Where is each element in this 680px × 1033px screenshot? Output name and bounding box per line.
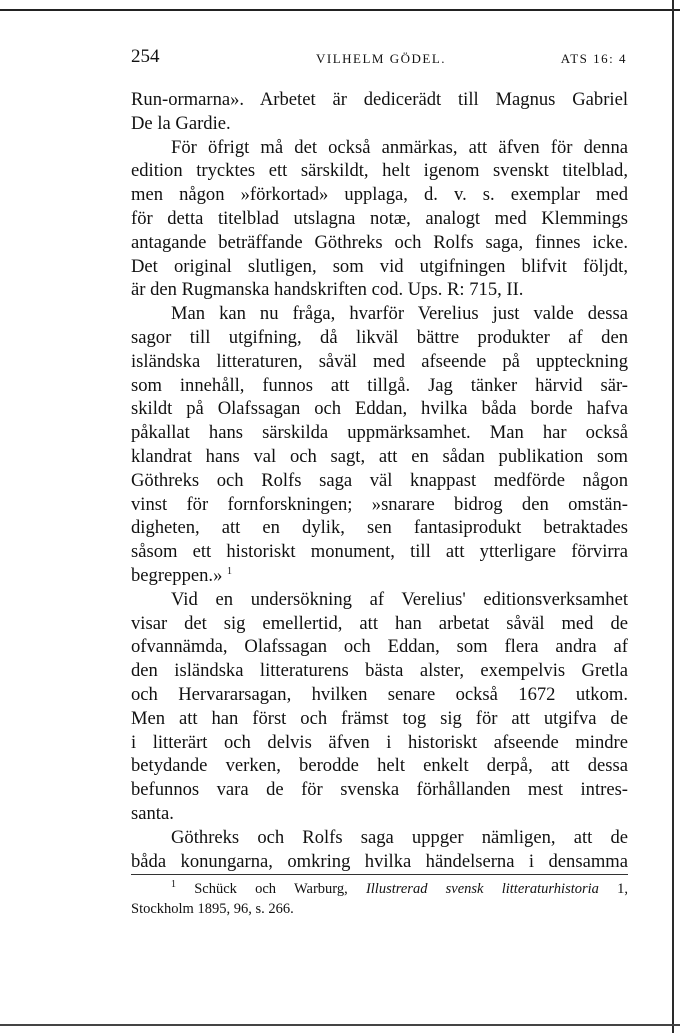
text-line: befunnos vara de för svenska förhållanden mest intres- [131,779,628,801]
text-line: Göthreks och Rolfs saga uppger nämligen, att de [171,826,628,848]
text-line: Men att han först och främst tog sig för att utgifva de [131,707,628,729]
text-line: den isländska litteraturens bästa alster, exempelvis Gretla [131,660,628,682]
footnote-line [131,879,628,899]
text-line: i litterärt och delvis äfven i historiskt afseende mindre [131,731,628,753]
text-line: antagande beträffande Göthreks och Rolfs saga, finnes icke. [131,231,628,253]
text-line: skildt på Olafssagan och Eddan, hvilka båda borde hafva [131,398,628,420]
right-edge-rule [672,0,674,1033]
text-line: ofvannämda, Olafssagan och Eddan, som flera andra af [131,636,628,658]
text-line: klandrat hans val och sagt, att en sådan publikation som [131,445,628,467]
top-rule [0,9,680,11]
footnote-marker: 1 [171,879,176,891]
text-line: För öfrigt må det också anmärkas, att äfven för denna [171,136,628,158]
text-line: digheten, att en dylik, sen fantasiprodukt betraktades [131,517,628,539]
text-line: som innehåll, funnos att tillgå. Jag tänker härvid sär- [131,374,628,396]
text-line: Det original slutligen, som vid utgifningen blifvit följdt, [131,255,628,277]
text-line: Run-ormarna». Arbetet är dedicerädt till Magnus Gabriel [131,89,628,110]
text-line: Göthreks och Rolfs saga väl knappast medförde någon [131,469,628,491]
text-line: santa. [131,802,174,824]
text-line: båda konungarna, omkring hvilka händelserna i densamma [131,850,628,872]
footnote-separator [131,874,628,875]
text-line: Vid en undersökning af Verelius' editionsverksamhet [171,588,628,610]
text-line: begreppen.» [131,564,223,586]
footnote-line: Stockholm 1895, 96, s. 266. [131,901,294,917]
footnote-authors: Schück och Warburg, [194,881,348,897]
text-line: såsom ett historiskt monument, till att ytterligare förvirra [131,541,628,563]
text-line: påkallat hans särskilda uppmärksamhet. Man har också [131,422,628,444]
text-line: för detta titelblad utslagna notæ, analogt med Klemmings [131,207,628,229]
text-line-with-ref [131,564,628,588]
footnote-reference: 1 [227,565,233,577]
page-number: 254 [131,46,160,67]
bottom-rule [0,1024,680,1026]
text-line: betydande verken, berodde helt enkelt derpå, att dessa [131,755,628,777]
text-line: vinst för fornforskningen; »snarare bidrog den omstän- [131,493,628,515]
text-line: men någon »förkortad» upplaga, d. v. s. exemplar med [131,184,628,206]
running-title: VILHELM GÖDEL. [316,51,447,66]
text-line: De la Gardie. [131,112,231,134]
page-header [131,46,627,70]
text-line: Man kan nu fråga, hvarför Verelius just valde dessa [171,303,628,325]
text-line: edition trycktes ett särskildt, helt igenom svenskt titelblad, [131,160,628,182]
body-text [131,88,628,873]
text-line: sagor till utgifning, då likväl bättre produkter af den [131,326,628,348]
footnote [131,879,628,919]
text-line: är den Rugmanska handskriften cod. Ups. R: 715, II. [131,279,524,301]
text-line: isländska litteraturen, såväl med afseende på uppteckning [131,350,628,372]
text-line: och Hervararsagan, hvilken senare också 1672 utkom. [131,683,628,705]
footnote-volume: 1, [617,881,629,897]
footnote-title: Illustrerad svensk litteraturhistoria [365,881,599,897]
text-line: visar det sig emellertid, att han arbetat såväl med de [131,612,628,634]
signature-mark: ATS 16: 4 [560,51,627,66]
